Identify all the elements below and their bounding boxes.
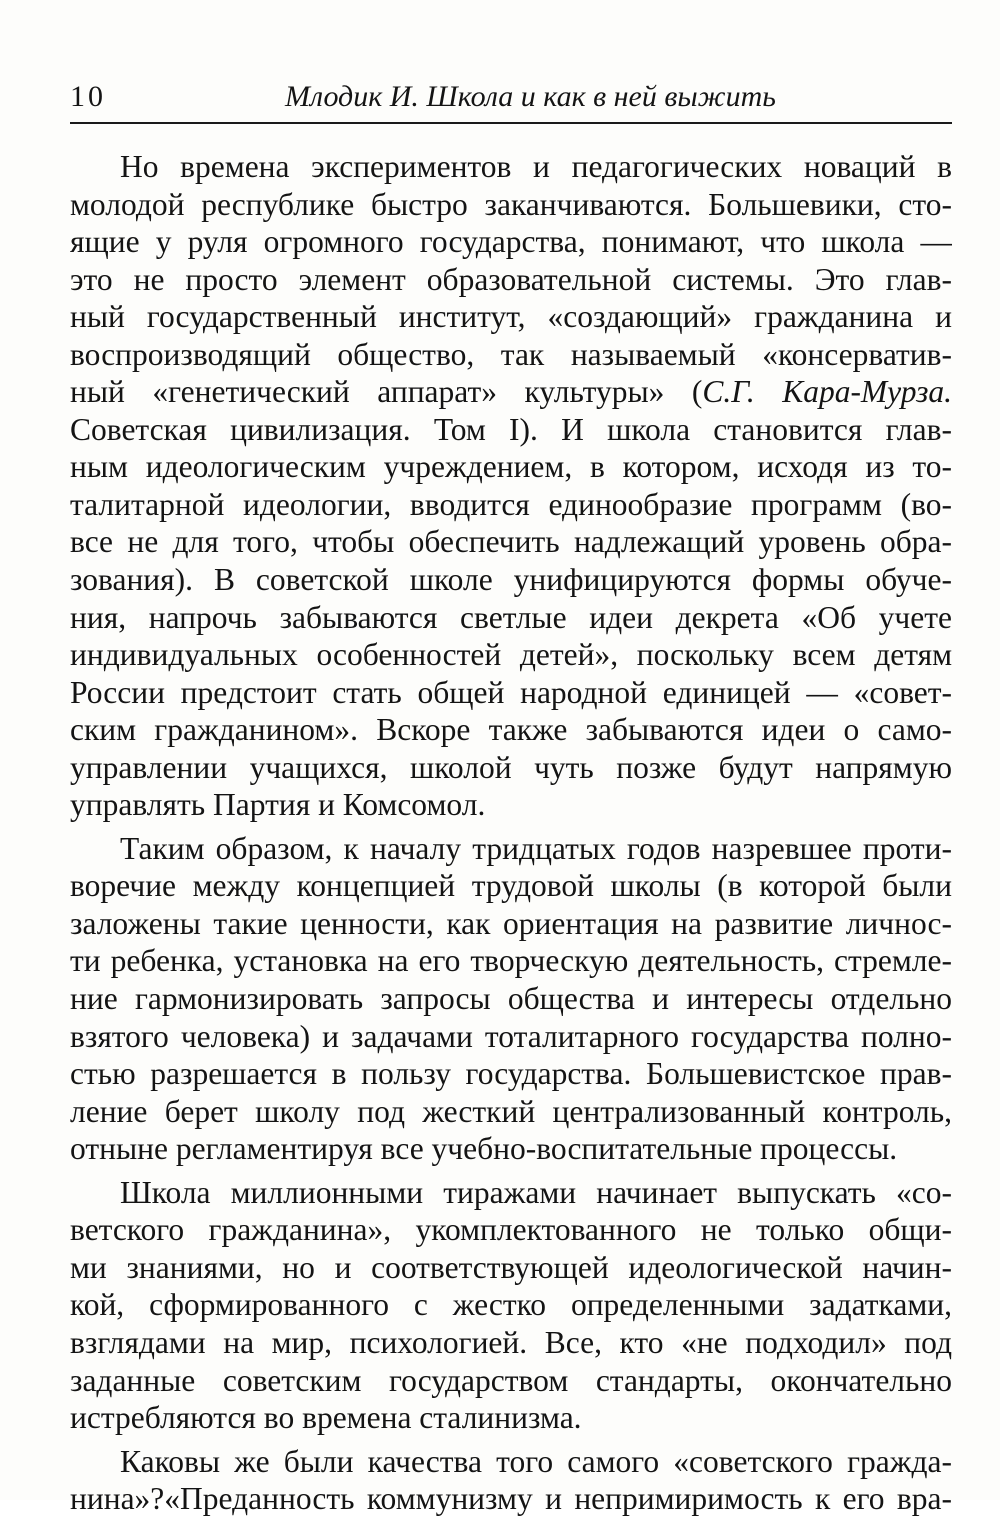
text-line: заданные советским государством стандарты, окончательно bbox=[70, 1362, 952, 1398]
text-line: Но времена экспериментов и педагогических новаций в bbox=[120, 149, 952, 184]
text-line: ми знаниями, но и соответствующей идеологической начин- bbox=[70, 1249, 952, 1285]
paragraph-2 bbox=[70, 830, 952, 1168]
text-fragment: ный «генетический аппарат» культуры» ( bbox=[70, 374, 703, 410]
text-line: воречие между концепцией трудовой школы (в которой были bbox=[70, 868, 952, 904]
text-line: индивидуальных особенностей детей», поскольку всем детям bbox=[70, 637, 952, 673]
text-line: ние гармонизировать запросы общества и интересы отдельно bbox=[70, 981, 952, 1017]
text-line: все не для того, чтобы обеспечить надлежащий уровень обра- bbox=[70, 524, 952, 560]
text-line: ление берет школу под жесткий централизованный контроль, bbox=[70, 1093, 952, 1129]
page-number: 10 bbox=[70, 80, 106, 113]
body-text bbox=[70, 148, 952, 1518]
text-line: Советская цивилизация. Том I). И школа становится глав- bbox=[70, 411, 952, 447]
text-line: ным идеологическим учреждением, в котором, исходя из то- bbox=[70, 449, 952, 485]
text-line: молодой республике быстро заканчиваются. Большевики, сто- bbox=[70, 186, 952, 222]
running-title: Млодик И. Школа и как в ней выжить bbox=[285, 80, 776, 113]
text-line: взглядами на мир, психологией. Все, кто «не подходил» под bbox=[70, 1324, 952, 1360]
citation-author: С.Г. Кара-Мурза. bbox=[702, 374, 952, 410]
text-line: зования). В советской школе унифицируются формы обуче- bbox=[70, 562, 952, 598]
text-line: заложены такие ценности, как ориентация на развитие личнос- bbox=[70, 905, 952, 941]
text-line: кой, сформированного с жестко определенными задатками, bbox=[70, 1287, 952, 1323]
paragraph-3 bbox=[70, 1174, 952, 1437]
text-line: талитарной идеологии, вводится единообразие программ (во- bbox=[70, 486, 952, 522]
paragraph-4 bbox=[70, 1443, 952, 1518]
text-line: управлении учащихся, школой чуть позже будут напрямую bbox=[70, 749, 952, 785]
text-line: ящие у руля огромного государства, понимают, что школа — bbox=[70, 224, 952, 260]
paragraph-1 bbox=[70, 148, 952, 824]
text-line: стью разрешается в пользу государства. Большевистское прав- bbox=[70, 1056, 952, 1092]
text-line: России предстоит стать общей народной единицей — «совет- bbox=[70, 674, 952, 710]
text-line: истребляются во времена сталинизма. bbox=[70, 1400, 582, 1436]
text-line: ти ребенка, установка на его творческую деятельность, стремле- bbox=[70, 943, 952, 979]
text-line: ный государственный институт, «создающий» гражданина и bbox=[70, 299, 952, 335]
text-line: ния, напрочь забываются светлые идеи декрета «Об учете bbox=[70, 599, 952, 635]
text-line: управлять Партия и Комсомол. bbox=[70, 787, 486, 823]
running-header bbox=[70, 78, 952, 124]
text-line: взятого человека) и задачами тоталитарного государства полно- bbox=[70, 1018, 952, 1054]
text-line: воспроизводящий общество, так называемый «консерватив- bbox=[70, 336, 952, 372]
text-line: отныне регламентируя все учебно-воспитательные процессы. bbox=[70, 1131, 898, 1167]
text-line: Каковы же были качества того самого «советского гражда- bbox=[120, 1443, 952, 1479]
text-line: Школа миллионными тиражами начинает выпускать «со- bbox=[120, 1174, 952, 1210]
text-line-with-citation bbox=[70, 373, 952, 411]
text-line: Таким образом, к началу тридцатых годов назревшее проти- bbox=[120, 830, 952, 866]
text-line: это не просто элемент образовательной системы. Это глав- bbox=[70, 261, 952, 297]
text-line: нина»?«Преданность коммунизму и непримиримость к его вра- bbox=[70, 1481, 952, 1517]
text-line: ским гражданином». Вскоре также забываются идеи о само- bbox=[70, 712, 952, 748]
text-line: ветского гражданина», укомплектованного не только общи- bbox=[70, 1212, 952, 1248]
